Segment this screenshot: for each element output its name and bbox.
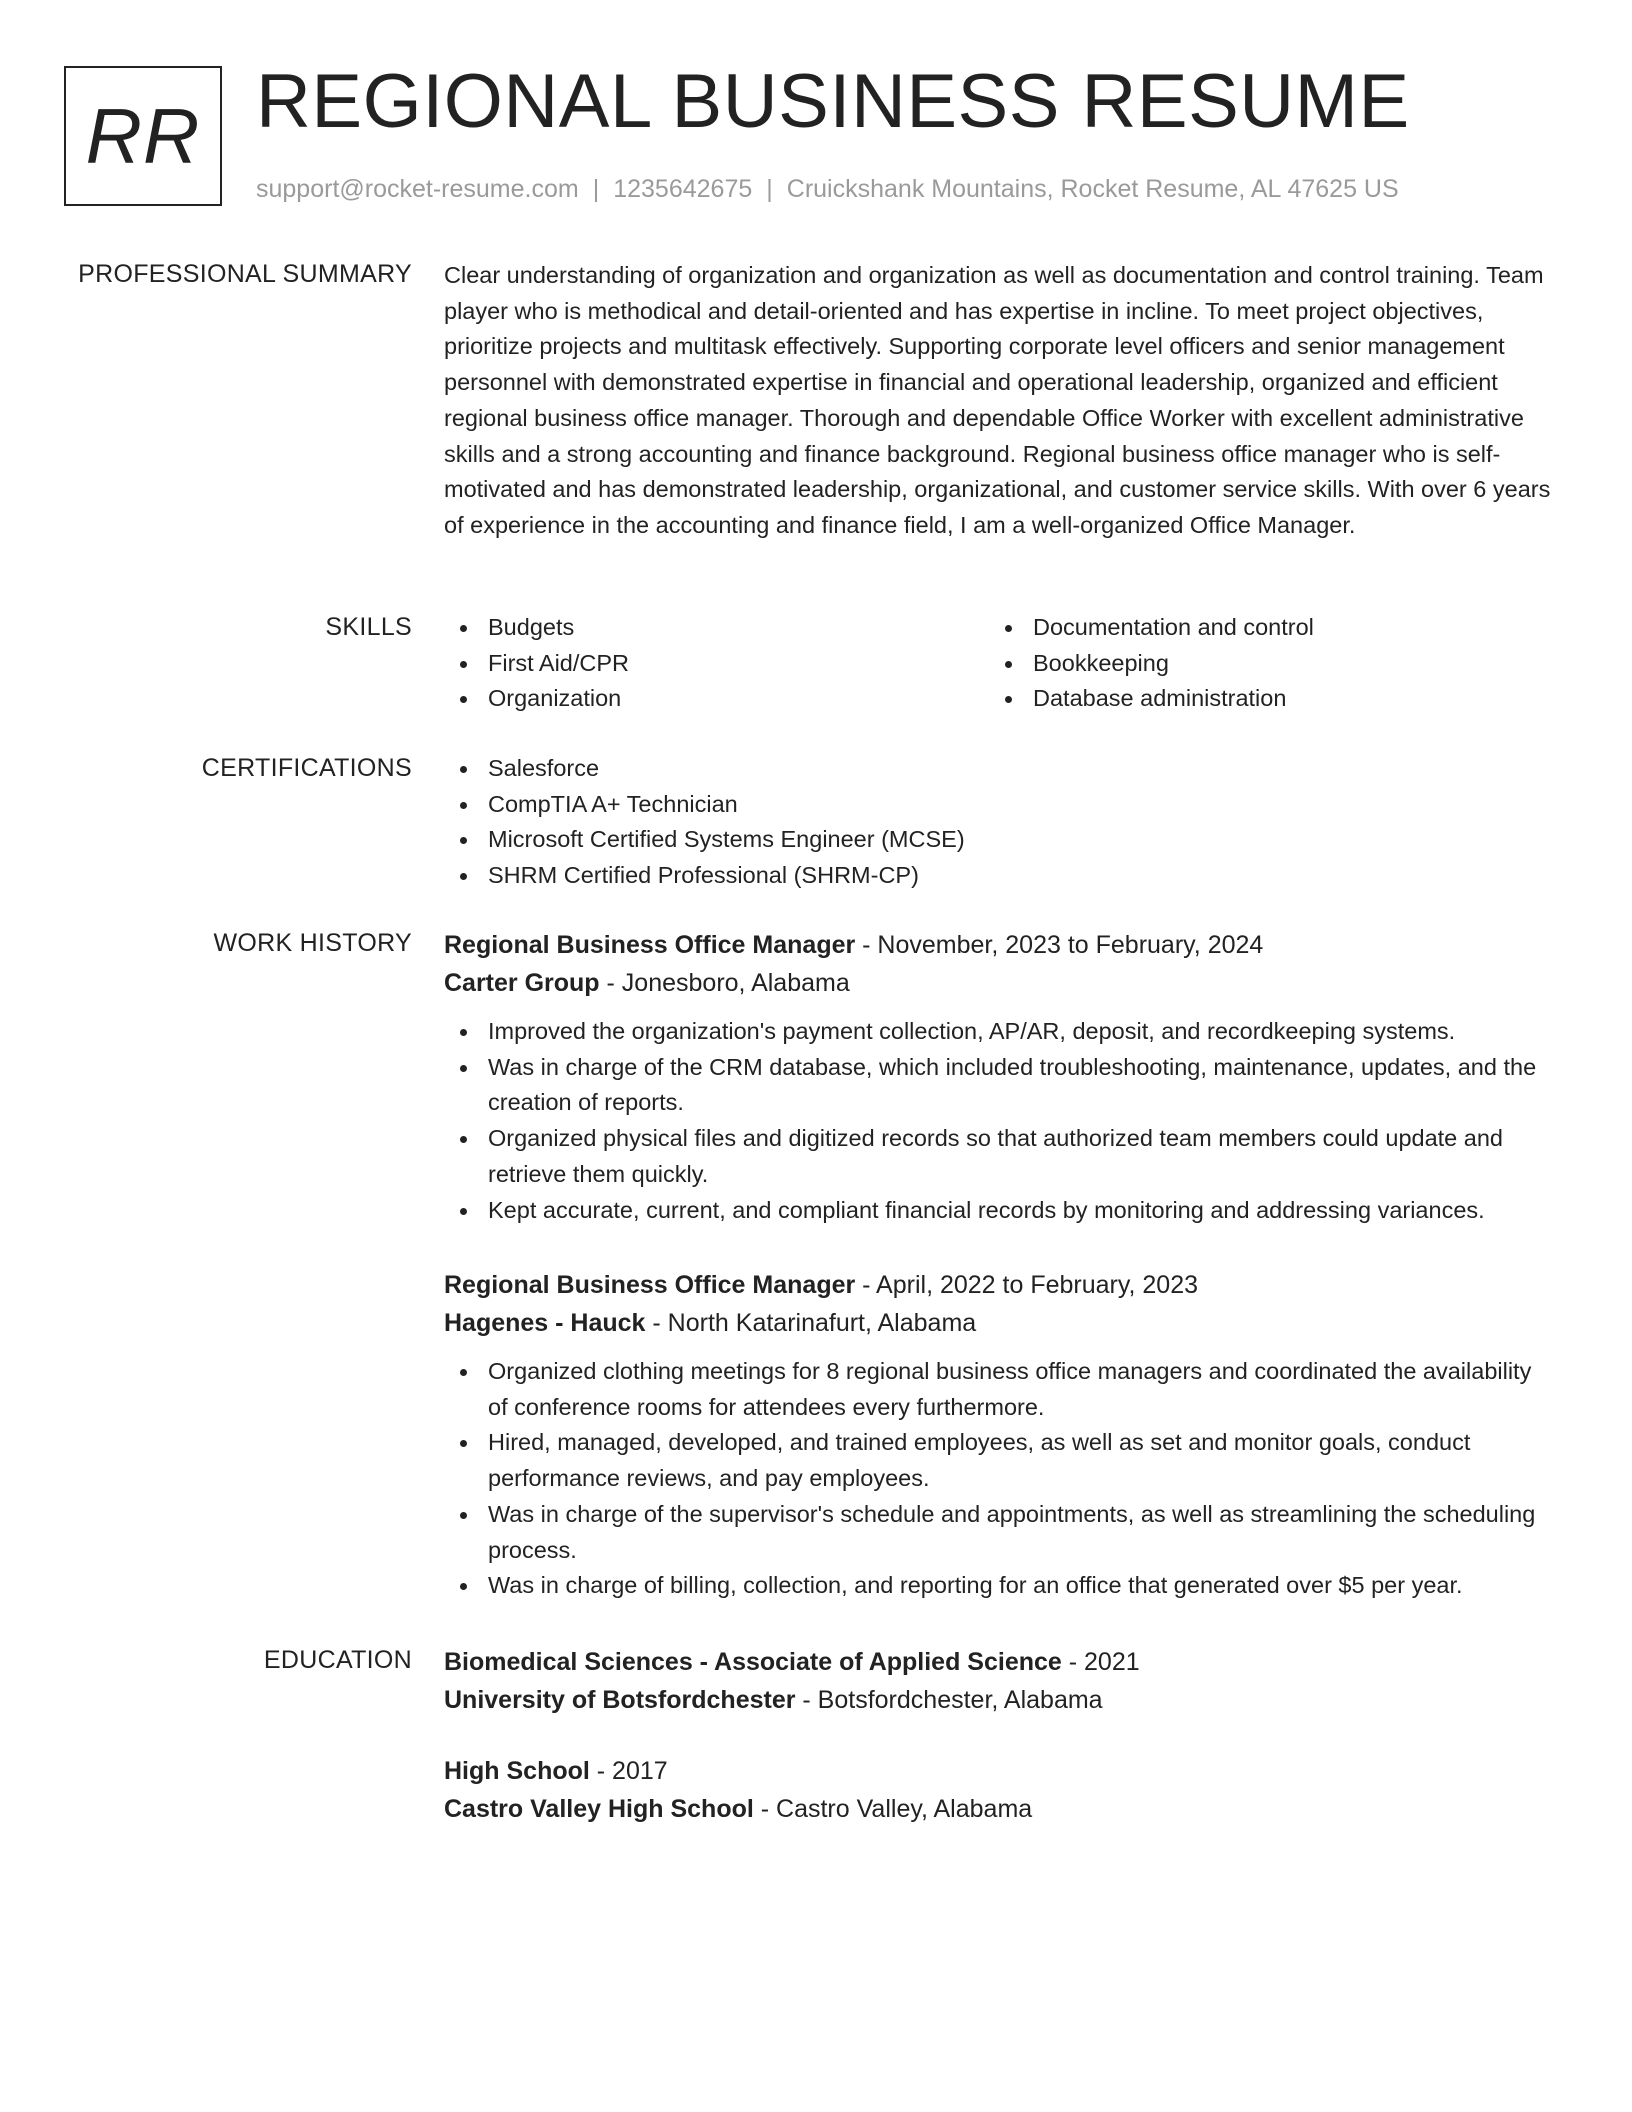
skill-item: Budgets <box>444 610 989 646</box>
contact-address: Cruickshank Mountains, Rocket Resume, AL 47625 US <box>786 175 1399 203</box>
education-degree-line <box>444 1643 1554 1681</box>
job-bullet: Kept accurate, current, and compliant financial records by monitoring and addressing variances. <box>444 1193 1554 1229</box>
job-entry <box>444 926 1554 1228</box>
education-school-line <box>444 1790 1554 1828</box>
certification-item: Microsoft Certified Systems Engineer (MCSE) <box>444 822 1554 858</box>
job-company-line <box>444 1304 1554 1342</box>
job-bullet: Organized physical files and digitized records so that authorized team members could update and retrieve them quickly. <box>444 1121 1554 1192</box>
summary-body <box>444 258 1554 544</box>
contact-phone: 1235642675 <box>613 175 753 203</box>
resume-title: REGIONAL BUSINESS RESUME <box>256 59 1410 144</box>
section-heading: WORK HISTORY <box>213 929 412 957</box>
job-bullet: Improved the organization's payment collection, AP/AR, deposit, and recordkeeping systems. <box>444 1014 1554 1050</box>
education-entry <box>444 1643 1554 1719</box>
skill-item: Organization <box>444 681 989 717</box>
job-bullets <box>444 1014 1554 1228</box>
education-location: - Botsfordchester, Alabama <box>795 1686 1103 1714</box>
job-bullet: Hired, managed, developed, and trained employees, as well as set and monitor goals, conduct performance reviews, and pay employees. <box>444 1425 1554 1496</box>
certifications-list <box>444 751 1554 894</box>
skill-item: Bookkeeping <box>989 646 1534 682</box>
job-bullet: Was in charge of the supervisor's schedule and appointments, as well as streamlining the scheduling process. <box>444 1497 1554 1568</box>
monogram-badge <box>64 66 222 206</box>
skills-grid <box>444 610 1554 717</box>
job-bullets <box>444 1354 1554 1604</box>
job-title-line <box>444 926 1554 964</box>
contact-email: support@rocket-resume.com <box>256 175 579 203</box>
education-year: - 2017 <box>589 1757 668 1785</box>
section-heading: PROFESSIONAL SUMMARY <box>78 260 412 288</box>
job-location: - Jonesboro, Alabama <box>599 969 850 997</box>
education-degree: High School <box>444 1757 590 1785</box>
contact-line <box>256 172 1399 206</box>
job-company-line <box>444 964 1554 1002</box>
summary-text: Clear understanding of organization and organization as well as documentation and control training. Team player who is methodical and detail-oriented and has expertise in incline. To meet project objectives, prioritize projects and multitask effectively. Supporting corporate level officers and senior management personnel with demonstrated expertise in financial and operational leadership, organized and efficient regional business office manager. Thorough and dependable Office Worker with excellent administrative skills and a strong accounting and finance background. Regional business office manager who is self-motivated and has demonstrated leadership, organizational, and customer service skills. With over 6 years of experience in the accounting and finance field, I am a well-organized Office Manager. <box>444 262 1551 538</box>
certifications-body <box>444 751 1554 894</box>
certification-item: Salesforce <box>444 751 1554 787</box>
job-location: - North Katarinafurt, Alabama <box>645 1309 977 1337</box>
work-history-body <box>444 926 1554 1599</box>
job-title: Regional Business Office Manager <box>444 931 856 959</box>
education-school: Castro Valley High School <box>444 1795 754 1823</box>
job-dates: - April, 2022 to February, 2023 <box>855 1271 1199 1299</box>
skill-item: Documentation and control <box>989 610 1534 646</box>
contact-separator: | <box>766 175 773 203</box>
job-bullet: Was in charge of the CRM database, which included troubleshooting, maintenance, updates, and the creation of reports. <box>444 1050 1554 1121</box>
section-heading: EDUCATION <box>263 1646 412 1674</box>
monogram-initials: RR <box>85 91 201 180</box>
skills-body <box>444 610 1554 717</box>
job-title: Regional Business Office Manager <box>444 1271 856 1299</box>
job-title-line <box>444 1266 1554 1304</box>
section-heading: SKILLS <box>325 613 412 641</box>
skill-item: Database administration <box>989 681 1534 717</box>
section-heading: CERTIFICATIONS <box>201 754 412 782</box>
skill-item: First Aid/CPR <box>444 646 989 682</box>
education-degree: Biomedical Sciences - Associate of Applied Science <box>444 1648 1062 1676</box>
job-dates: - November, 2023 to February, 2024 <box>855 931 1264 959</box>
education-school: University of Botsfordchester <box>444 1686 796 1714</box>
job-company: Carter Group <box>444 969 600 997</box>
skills-column <box>989 610 1534 717</box>
certification-item: CompTIA A+ Technician <box>444 787 1554 823</box>
job-entry <box>444 1266 1554 1604</box>
education-year: - 2021 <box>1061 1648 1140 1676</box>
education-location: - Castro Valley, Alabama <box>753 1795 1033 1823</box>
job-bullet: Organized clothing meetings for 8 regional business office managers and coordinated the availability of conference rooms for attendees every furthermore. <box>444 1354 1554 1425</box>
education-degree-line <box>444 1752 1554 1790</box>
job-bullet: Was in charge of billing, collection, and reporting for an office that generated over $5 per year. <box>444 1568 1554 1604</box>
skills-column <box>444 610 989 717</box>
education-body <box>444 1643 1554 1823</box>
certification-item: SHRM Certified Professional (SHRM-CP) <box>444 858 1554 894</box>
education-school-line <box>444 1681 1554 1719</box>
job-company: Hagenes - Hauck <box>444 1309 646 1337</box>
education-entry <box>444 1752 1554 1828</box>
contact-separator: | <box>592 175 600 203</box>
